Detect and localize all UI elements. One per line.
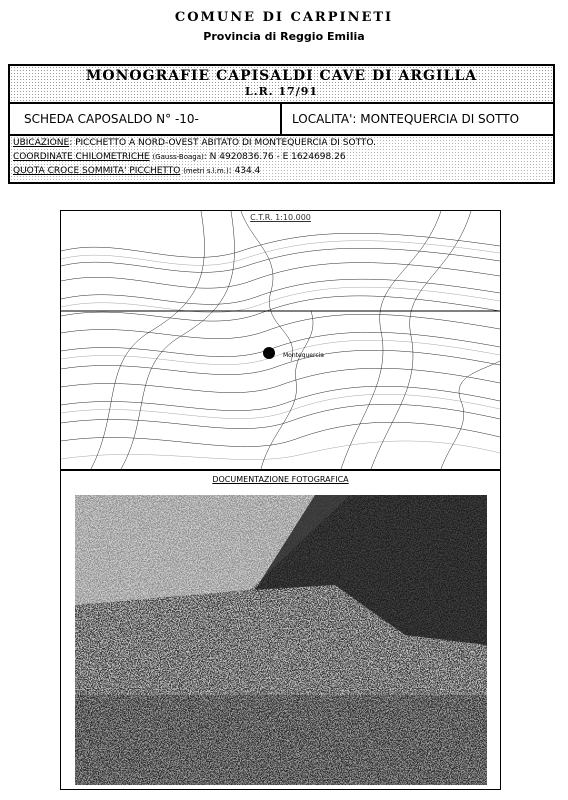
scheda-number: SCHEDA CAPOSALDO N° -10- [24, 112, 199, 126]
coordinate-row [13, 152, 346, 162]
map-title: C.T.R. 1:10.000 [250, 213, 311, 222]
title-band [10, 66, 553, 104]
quota-unit: (metri s.l.m.) [183, 167, 229, 175]
photo-panel [60, 470, 501, 790]
sheet-title: MONOGRAFIE CAPISALDI CAVE DI ARGILLA [85, 68, 478, 84]
band-divider [280, 104, 282, 134]
place-label: Montequercia [283, 352, 324, 359]
quota-label: QUOTA CROCE SOMMITA' PICCHETTO [13, 166, 181, 176]
quota-row [13, 166, 260, 176]
id-band [10, 104, 553, 136]
foreground-shade [75, 695, 487, 785]
quota-value: : 434.4 [228, 166, 261, 176]
info-band [10, 136, 553, 182]
ubicazione-row [13, 138, 376, 148]
photo-image [75, 495, 487, 785]
comune-heading: COMUNE DI CARPINETI [174, 10, 394, 25]
sheet-header-box [8, 64, 555, 184]
coordinate-value: : N 4920836.76 - E 1624698.26 [203, 152, 346, 162]
field-photo [75, 495, 487, 785]
benchmark-marker [263, 347, 275, 359]
coordinate-system: (Gauss-Boaga) [152, 153, 204, 161]
law-reference: L.R. 17/91 [245, 85, 318, 98]
contour-lines [61, 211, 500, 469]
localita: LOCALITA': MONTEQUERCIA DI SOTTO [292, 112, 520, 126]
coordinate-label: COORDINATE CHILOMETRICHE [13, 152, 150, 162]
provincia-subheading: Provincia di Reggio Emilia [203, 30, 365, 43]
ubicazione-label: UBICAZIONE [13, 138, 70, 148]
photo-title: DOCUMENTAZIONE FOTOGRAFICA [212, 475, 349, 484]
ubicazione-value: : PICCHETTO A NORD-OVEST ABITATO DI MONTEQUERCIA DI SOTTO. [69, 138, 376, 148]
topographic-map [60, 210, 501, 470]
contour-map-drawing [61, 211, 500, 469]
